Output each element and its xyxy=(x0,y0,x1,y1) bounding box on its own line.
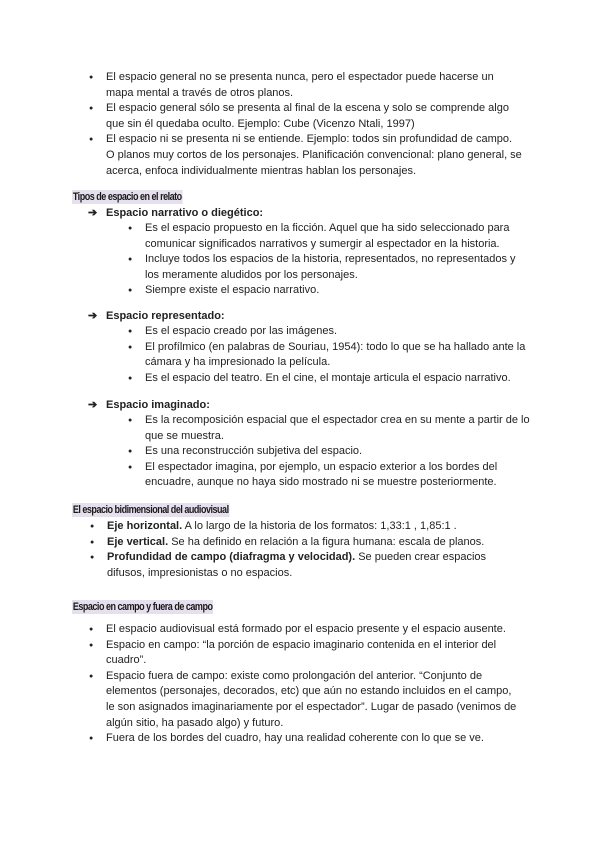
arrow-icon: ➔ xyxy=(88,207,98,219)
campo-list xyxy=(0,622,600,747)
intro-list xyxy=(0,70,600,179)
intro-section xyxy=(0,70,600,179)
campo-section xyxy=(0,622,600,747)
arrow-icon: ➔ xyxy=(88,310,98,322)
list-item: ● El espacio general no se presenta nunca, pero el espectador puede hacerse un mapa mental a través de otros planos. xyxy=(0,70,600,101)
item-text: A lo largo de la historia de los formatos: 1,33:1 , 1,85:1 . xyxy=(182,520,457,532)
list-item: ● El profílmico (en palabras de Souriau, 1954): todo lo que se ha hallado ante la cámara y ha impresionado la película. xyxy=(0,340,600,371)
list-item: ● El espacio general sólo se presenta al final de la escena y solo se comprende algo que sin él quedaba oculto. Ejemplo: Cube (Vicenzo Ntali, 1997) xyxy=(0,101,600,132)
subheading-imaginado xyxy=(88,398,210,414)
list-item: ● Espacio fuera de campo: existe como prolongación del anterior. “Conjunto de elementos (personajes, decorados, etc) que aún no estando incluidos en el campo, le son asignados imaginariamente por el espectador”. Lugar de pasado (venimos de algún sitio, ha pasado algo) y futuro. xyxy=(0,669,600,731)
list-item: ● El espacio ni se presenta ni se entiende. Ejemplo: todos sin profundidad de campo. O planos muy cortos de los personajes. Planificación convencional: plano general, se acerca, enfoca individualmente mientras hablan los personajes. xyxy=(0,132,600,179)
list-item: ● Es el espacio propuesto en la ficción. Aquel que ha sido seleccionado para comunicar significados narrativos y sumergir al espectador en la historia. xyxy=(0,221,600,252)
representado-list xyxy=(0,324,600,386)
section-heading-campo: Espacio en campo y fuera de campo xyxy=(72,601,213,613)
list-item xyxy=(0,519,600,535)
item-bold-label: Profundidad de campo (diafragma y velocidad). xyxy=(107,551,356,564)
list-item xyxy=(0,535,600,551)
imaginado-list xyxy=(0,413,600,491)
list-item: ● Es la recomposición espacial que el espectador crea en su mente a partir de lo que se muestra. xyxy=(0,413,600,444)
list-item: ● El espectador imagina, por ejemplo, un espacio exterior a los bordes del encuadre, aunque no haya sido mostrado ni se muestre posteriormente. xyxy=(0,460,600,491)
narrativo-section xyxy=(0,221,600,299)
list-item xyxy=(0,550,600,581)
list-item: ● Es una reconstrucción subjetiva del espacio. xyxy=(0,444,600,460)
item-bold-label: Eje vertical. xyxy=(107,535,169,548)
subheading-representado-label: Espacio representado: xyxy=(106,310,225,322)
subheading-narrativo xyxy=(88,206,263,222)
list-item: ● Siempre existe el espacio narrativo. xyxy=(0,283,600,299)
list-item: ● Es el espacio creado por las imágenes. xyxy=(0,324,600,340)
subheading-representado xyxy=(88,309,225,325)
section-heading-bidimensional: El espacio bidimensional del audiovisual xyxy=(72,504,229,516)
subheading-imaginado-label: Espacio imaginado: xyxy=(106,399,210,411)
list-item: ● Es el espacio del teatro. En el cine, el montaje articula el espacio narrativo. xyxy=(0,371,600,387)
arrow-icon: ➔ xyxy=(88,399,98,411)
bidimensional-list xyxy=(0,519,600,581)
item-text: Se ha definido en relación a la figura humana: escala de planos. xyxy=(168,535,485,548)
list-item: ● Incluye todos los espacios de la historia, representados, no representados y los meramente aludidos por los personajes. xyxy=(0,252,600,283)
imaginado-section xyxy=(0,413,600,491)
narrativo-list xyxy=(0,221,600,299)
list-item: ● Fuera de los bordes del cuadro, hay una realidad coherente con lo que se ve. xyxy=(0,731,600,747)
item-bold-label: Eje horizontal. xyxy=(107,520,183,532)
list-item: ● El espacio audiovisual está formado por el espacio presente y el espacio ausente. xyxy=(0,622,600,638)
representado-section xyxy=(0,324,600,386)
item-text: Se pueden crear espacios difusos, impresionistas o no espacios. xyxy=(107,551,487,579)
subheading-narrativo-label: Espacio narrativo o diegético: xyxy=(106,207,264,219)
list-item: ● Espacio en campo: “la porción de espacio imaginario contenida en el interior del cuadro”. xyxy=(0,638,600,669)
bidimensional-section xyxy=(0,519,600,581)
section-heading-tipos: Tipos de espacio en el relato xyxy=(72,191,182,203)
